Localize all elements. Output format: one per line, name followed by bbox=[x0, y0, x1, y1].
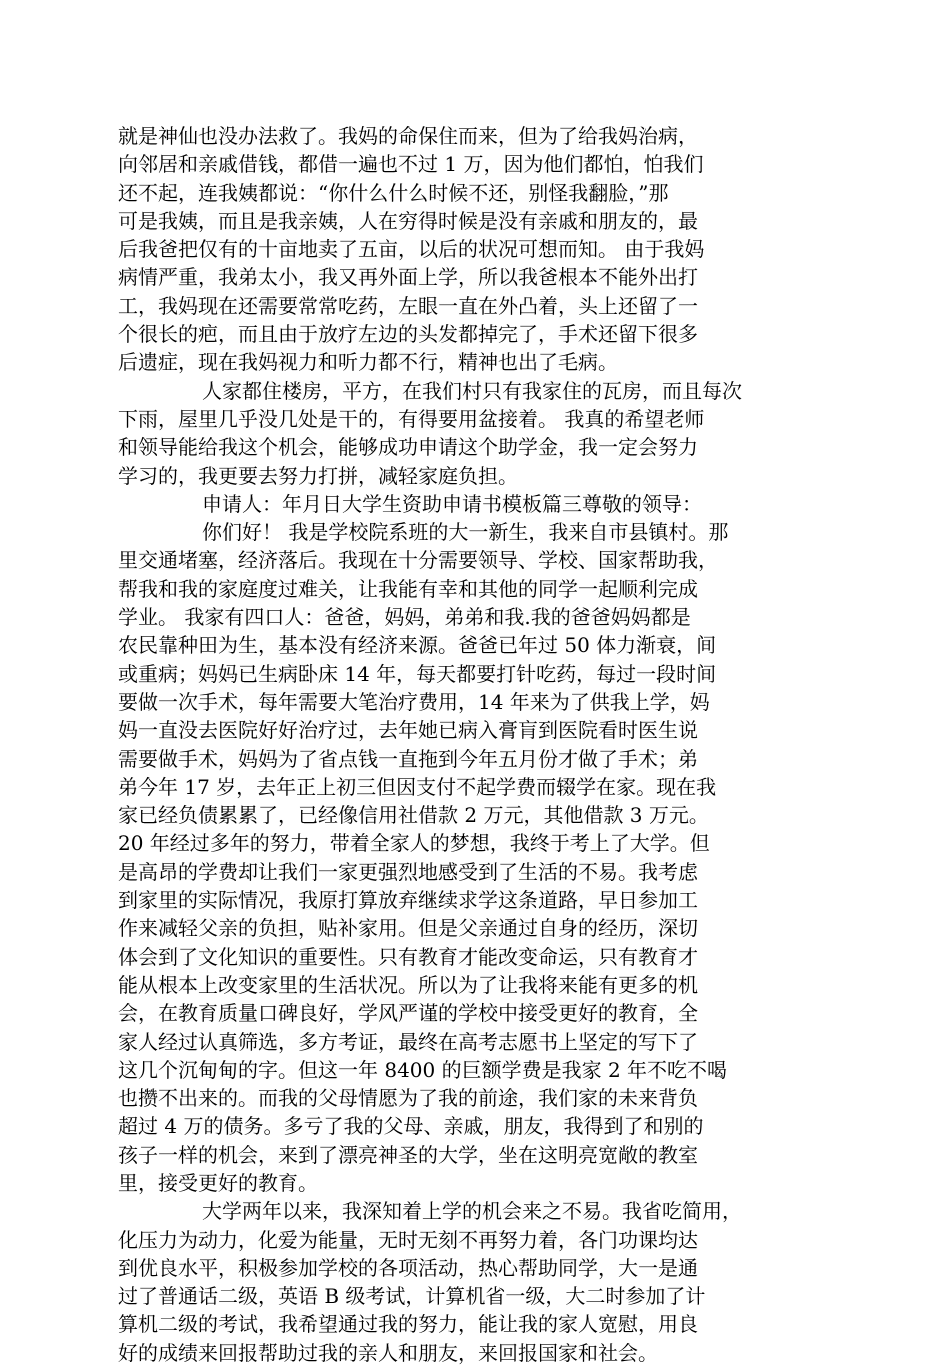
text-line: 后我爸把仅有的十亩地卖了五亩，以后的状况可想而知。 由于我妈 bbox=[118, 237, 705, 262]
text-line: 后遗症，现在我妈视力和听力都不行，精神也出了毛病。 bbox=[118, 350, 618, 375]
text-line: 需要做手术，妈妈为了省点钱一直拖到今年五月份才做了手术；弟 bbox=[118, 746, 698, 771]
text-line: 这几个沉甸甸的字。但这一年 8400 的巨额学费是我家 2 年不吃不喝 bbox=[118, 1057, 728, 1082]
text-line: 家人经过认真筛选，多方考证，最终在高考志愿书上坚定的写下了 bbox=[118, 1029, 698, 1054]
text-line: 下雨，屋里几乎没几处是干的，有得要用盆接着。 我真的希望老师 bbox=[118, 406, 705, 431]
text-line: 工，我妈现在还需要常常吃药，左眼一直在外凸着，头上还留了一 bbox=[118, 293, 698, 318]
text-line: 农民靠种田为生，基本没有经济来源。爸爸已年过 50 体力渐衰，间 bbox=[118, 633, 717, 658]
text-line: 或重病；妈妈已生病卧床 14 年，每天都要打针吃药，每过一段时间 bbox=[118, 661, 717, 686]
text-line: 也攒不出来的。而我的父母情愿为了我的前途，我们家的未来背负 bbox=[118, 1086, 698, 1111]
text-line: 过了普通话二级，英语 B 级考试，计算机省一级，大二时参加了计 bbox=[118, 1284, 706, 1309]
text-line: 你们好！ 我是学校院系班的大一新生，我来自市县镇村。那 bbox=[202, 520, 729, 545]
text-line: 是高昂的学费却让我们一家更强烈地感受到了生活的不易。我考虑 bbox=[118, 859, 698, 884]
text-line: 到优良水平，积极参加学校的各项活动，热心帮助同学，大一是通 bbox=[118, 1255, 698, 1280]
text-line: 学业。 我家有四口人：爸爸，妈妈，弟弟和我.我的爸爸妈妈都是 bbox=[118, 605, 691, 630]
text-line: 能从根本上改变家里的生活状况。所以为了让我将来能有更多的机 bbox=[118, 972, 698, 997]
text-line: 个很长的疤，而且由于放疗左边的头发都掉完了，手术还留下很多 bbox=[118, 322, 698, 347]
text-line: 可是我姨，而且是我亲姨，人在穷得时候是没有亲戚和朋友的，最 bbox=[118, 208, 698, 233]
text-line: 申请人：年月日大学生资助申请书模板篇三尊敬的领导： bbox=[202, 491, 702, 516]
text-line: 20 年经过多年的努力，带着全家人的梦想，我终于考上了大学。但 bbox=[118, 831, 710, 856]
text-line: 还不起，连我姨都说：“你什么什么时候不还，别怪我翻脸，”那 bbox=[118, 180, 669, 205]
text-line: 超过 4 万的债务。多亏了我的父母、亲戚，朋友，我得到了和别的 bbox=[118, 1114, 704, 1139]
text-line: 向邻居和亲戚借钱，都借一遍也不过 1 万，因为他们都怕，怕我们 bbox=[118, 152, 704, 177]
text-line: 体会到了文化知识的重要性。只有教育才能改变命运，只有教育才 bbox=[118, 944, 698, 969]
text-line: 孩子一样的机会，来到了漂亮神圣的大学，坐在这明亮宽敞的教室 bbox=[118, 1142, 698, 1167]
text-line: 病情严重，我弟太小，我又再外面上学，所以我爸根本不能外出打 bbox=[118, 265, 698, 290]
text-line: 作来减轻父亲的负担，贴补家用。但是父亲通过自身的经历，深切 bbox=[118, 916, 698, 941]
text-line: 到家里的实际情况，我原打算放弃继续求学这条道路，早日参加工 bbox=[118, 888, 698, 913]
text-line: 帮我和我的家庭度过难关，让我能有幸和其他的同学一起顺利完成 bbox=[118, 576, 698, 601]
text-line: 就是神仙也没办法救了。我妈的命保住而来，但为了给我妈治病， bbox=[118, 124, 698, 148]
text-line: 弟今年 17 岁，去年正上初三但因支付不起学费而辍学在家。现在我 bbox=[118, 774, 717, 799]
text-line: 人家都住楼房，平方，在我们村只有我家住的瓦房，而且每次 bbox=[202, 378, 742, 403]
text-line: 算机二级的考试，我希望通过我的努力，能让我的家人宽慰，用良 bbox=[118, 1312, 698, 1337]
document-body bbox=[118, 122, 818, 1367]
text-line: 妈一直没去医院好好治疗过，去年她已病入膏肓到医院看时医生说 bbox=[118, 718, 698, 743]
text-line: 里交通堵塞，经济落后。我现在十分需要领导、学校、国家帮助我， bbox=[118, 548, 718, 573]
text-line: 化压力为动力，化爱为能量，无时无刻不再努力着，各门功课均达 bbox=[118, 1227, 698, 1252]
text-line: 好的成绩来回报帮助过我的亲人和朋友，来回报国家和社会。 bbox=[118, 1340, 658, 1365]
text-line: 家已经负债累累了，已经像信用社借款 2 万元，其他借款 3 万元。 bbox=[118, 803, 709, 828]
text-line: 里，接受更好的教育。 bbox=[118, 1170, 318, 1195]
text-line: 要做一次手术，每年需要大笔治疗费用，14 年来为了供我上学，妈 bbox=[118, 689, 710, 714]
text-line: 会，在教育质量口碑良好，学风严谨的学校中接受更好的教育，全 bbox=[118, 1001, 698, 1026]
text-line: 学习的，我更要去努力打拼，减轻家庭负担。 bbox=[118, 463, 518, 488]
text-line: 和领导能给我这个机会，能够成功申请这个助学金，我一定会努力 bbox=[118, 435, 698, 460]
text-line: 大学两年以来，我深知着上学的机会来之不易。我省吃简用， bbox=[202, 1199, 742, 1224]
